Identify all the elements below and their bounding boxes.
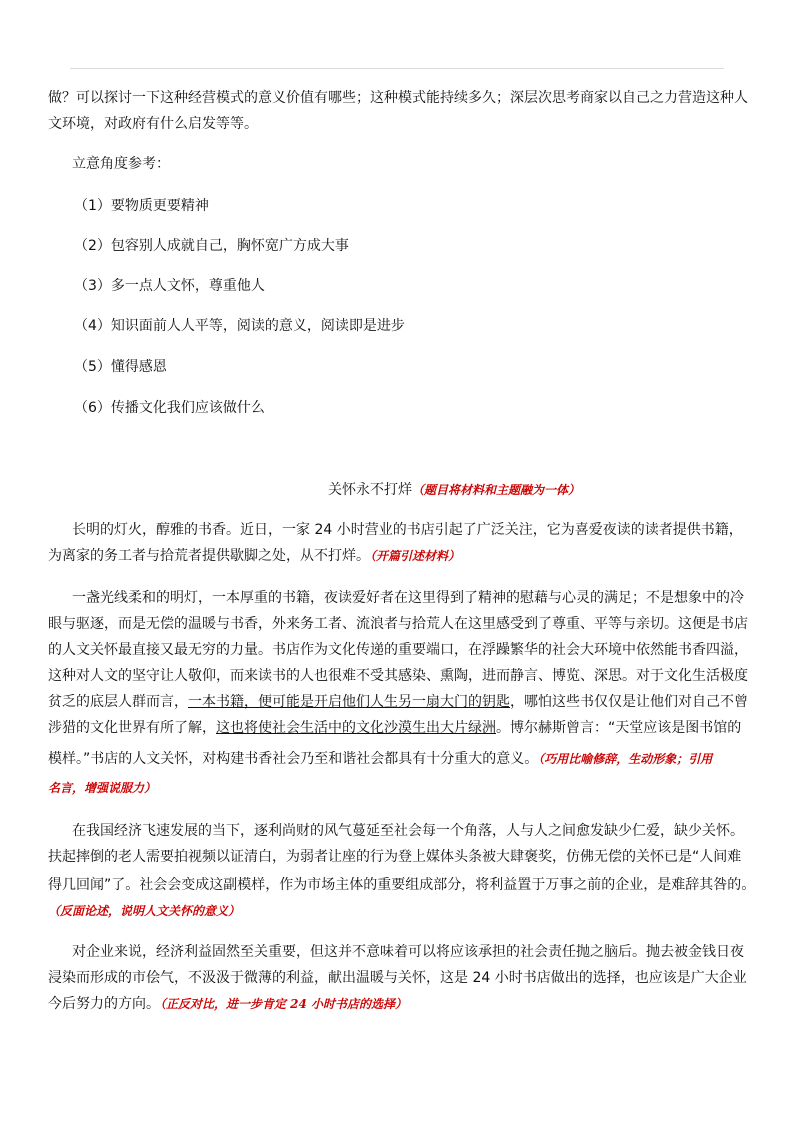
paragraph-line: 得几回闻”了。社会会变成这副模样，作为市场主体的重要组成部分，将利益置于万事之前的企业，是难辞其咎的。 [48,877,756,893]
paragraph-line [48,544,460,568]
paragraph-text: 为离家的务工者与拾荒者提供歇脚之处，从不打烊。 [48,548,370,564]
header-rule [70,68,724,69]
annotation: （巧用比喻修辞，生动形象；引用 [538,752,713,766]
angles-heading: 立意角度参考： [72,156,170,172]
angle-item: （4）知识面前人人平等，阅读的意义，阅读即是进步 [74,318,405,334]
annotation: 名言，增强说服力） [48,781,157,795]
paragraph-line: 这种对人文的坚守让人敬仰，而来读书的人也很难不受其感染、熏陶，进而静言、博览、深思。对于文化生活极度 [48,668,748,684]
paragraph-text: 。博尔赫斯曾言：“天堂应该是图书馆的 [496,720,742,736]
paragraph-line [48,747,712,771]
annotation: （反面论述，说明人文关怀的意义） [48,904,241,918]
paragraph-text: 贫乏的底层人群而言， [48,694,188,710]
angle-item: （1）要物质更要精神 [74,198,209,214]
paragraph-line: 浸染而形成的市侩气，不汲汲于微薄的利益，献出温暖与关怀，这是 24 小时书店做出的选择，也应该是广大企业 [48,970,747,986]
annotation: （题目将材料和主题融为一体） [412,483,581,497]
paragraph-line: 扶起摔倒的老人需要拍视频以证清白，为弱者让座的行为登上媒体头条被大肆褒奖，仿佛无偿的关怀已是“人间难 [48,849,742,865]
paragraph-text: 涉猎的文化世界有所了解， [48,720,216,736]
paragraph-line [48,992,407,1016]
underlined-text: 这也将使社会生活中的文化沙漠生出大片绿洲 [216,720,496,736]
intro-line: 做？可以探讨一下这种经营模式的意义价值有哪些；这种模式能持续多久；深层次思考商家以自己之力营造这种人 [48,90,748,106]
annotation: （正反对比，进一步肯定 24 小时书店的选择） [160,997,408,1011]
paragraph-line: 长明的灯火，醇雅的书香。近日，一家 24 小时营业的书店引起了广泛关注，它为喜爱夜读的读者提供书籍， [72,522,743,538]
angle-item: （6）传播文化我们应该做什么 [74,400,265,416]
essay-title [328,478,580,502]
paragraph-line: 对企业来说，经济利益固然至关重要，但这并不意味着可以将应该承担的社会责任抛之脑后。抛去被金钱日夜 [72,944,744,960]
angle-item: （5）懂得感恩 [74,359,167,375]
intro-line: 文环境，对政府有什么启发等等。 [48,116,258,132]
angle-item: （3）多一点人文怀，尊重他人 [74,278,265,294]
paragraph-line: 的人文关怀最直接又最无穷的力量。书店作为文化传递的重要端口，在浮躁繁华的社会大环境中依然能书香四溢， [48,642,748,658]
paragraph-line: 眼与驱逐，而是无偿的温暖与书香，外来务工者、流浪者与拾荒人在这里感受到了尊重、平等与亲切。这便是书店 [48,616,748,632]
paragraph-text: 今后努力的方向。 [48,996,160,1012]
paragraph-line [48,716,741,740]
angle-item: （2）包容别人成就自己，胸怀宽广方成大事 [74,238,349,254]
essay-title-text: 关怀永不打烊 [328,482,412,498]
paragraph-line: 在我国经济飞速发展的当下，逐利尚财的风气蔓延至社会每一个角落，人与人之间愈发缺少仁爱，缺少关怀。 [72,823,744,839]
annotation: （开篇引述材料） [370,549,461,563]
paragraph-text: 模样。”书店的人文关怀，对构建书香社会乃至和谐社会都具有十分重大的意义。 [48,751,539,767]
paragraph-text: ，哪怕这些书仅仅是让他们对自己不曾 [510,694,748,710]
paragraph-line: 一盏光线柔和的明灯，一本厚重的书籍，夜读爱好者在这里得到了精神的慰藉与心灵的满足；不是想象中的冷 [72,590,744,606]
paragraph-line [48,690,748,714]
underlined-text: 一本书籍，便可能是开启他们人生另一扇大门的钥匙 [188,694,510,710]
